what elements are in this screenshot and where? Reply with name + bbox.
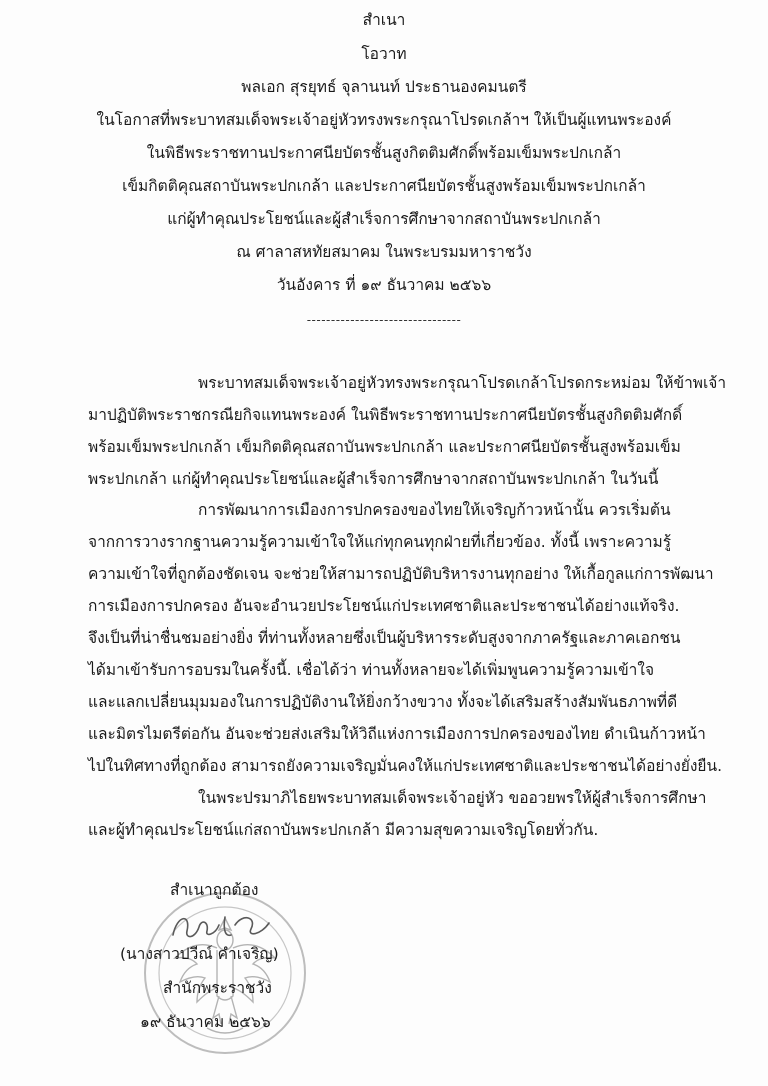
- body-line: พระบาทสมเด็จพระเจ้าอยู่หัวทรงพระกรุณาโปรดเกล้าโปรดกระหม่อม ให้ข้าพเจ้า: [198, 374, 727, 392]
- occasion-line-3: เข็มกิตติคุณสถาบันพระปกเกล้า และประกาศนียบัตรชั้นสูงพร้อมเข็มพระปกเกล้า: [122, 177, 646, 195]
- body-line: ไปในทิศทางที่ถูกต้อง สามารถยังความเจริญมั่นคงให้แก่ประเทศชาติและประชาชนได้อย่างยั่งยืน.: [88, 757, 723, 775]
- body-line: พร้อมเข็มพระปกเกล้า เข็มกิตติคุณสถาบันพระปกเกล้า และประกาศนียบัตรชั้นสูงพร้อมเข็ม: [88, 438, 681, 456]
- occasion-line-2: ในพิธีพระราชทานประกาศนียบัตรชั้นสูงกิตติมศักดิ์พร้อมเข็มพระปกเกล้า: [146, 144, 622, 162]
- body-line: ความเข้าใจที่ถูกต้องชัดเจน จะช่วยให้สามารถปฏิบัติบริหารงานทุกอย่าง ให้เกื้อกูลแก่การพัฒนา: [88, 565, 714, 583]
- signer-name: (นางสาวปวีณ์ คำเจริญ): [120, 945, 279, 963]
- body-line: พระปกเกล้า แก่ผู้ทำคุณประโยชน์และผู้สำเร็จการศึกษาจากสถาบันพระปกเกล้า ในวันนี้: [88, 470, 659, 488]
- body-line: จากการวางรากฐานความรู้ความเข้าใจให้แก่ทุกคนทุกฝ่ายที่เกี่ยวข้อง. ทั้งนี้ เพราะความรู้: [88, 533, 672, 551]
- body-line: การเมืองการปกครอง อันจะอำนวยประโยชน์แก่ประเทศชาติและประชาชนได้อย่างแท้จริง.: [88, 597, 680, 615]
- body-line: ในพระปรมาภิไธยพระบาทสมเด็จพระเจ้าอยู่หัว ขออวยพรให้ผู้สำเร็จการศึกษา: [198, 789, 707, 807]
- venue-line: ณ ศาลาสหทัยสมาคม ในพระบรมมหาราชวัง: [236, 243, 532, 261]
- body-line: มาปฏิบัติพระราชกรณียกิจแทนพระองค์ ในพิธีพระราชทานประกาศนียบัตรชั้นสูงกิตติมศักดิ์: [88, 406, 683, 424]
- date-line: วันอังคาร ที่ ๑๙ ธันวาคม ๒๕๖๖: [276, 276, 492, 294]
- issuing-office: สำนักพระราชวัง: [163, 979, 272, 997]
- certified-copy-label: สำเนาถูกต้อง: [170, 881, 259, 899]
- occasion-line-4: แก่ผู้ทำคุณประโยชน์และผู้สำเร็จการศึกษาจากสถาบันพระปกเกล้า: [167, 210, 601, 228]
- copy-mark: สำเนา: [362, 11, 406, 29]
- document-title: โอวาท: [361, 45, 407, 63]
- occasion-line-1: ในโอกาสที่พระบาทสมเด็จพระเจ้าอยู่หัวทรงพระกรุณาโปรดเกล้าฯ ให้เป็นผู้แทนพระองค์: [96, 111, 672, 129]
- body-line: และมิตรไมตรีต่อกัน อันจะช่วยส่งเสริมให้วิถีแห่งการเมืองการปกครองของไทย ดำเนินก้าวหน้า: [88, 725, 706, 743]
- header-divider: --------------------------------: [306, 313, 462, 327]
- body-line: การพัฒนาการเมืองการปกครองของไทยให้เจริญก้าวหน้านั้น ควรเริ่มต้น: [198, 501, 671, 519]
- body-line: และแลกเปลี่ยนมุมมองในการปฏิบัติงานให้ยิ่งกว้างขวาง ทั้งจะได้เสริมสร้างสัมพันธภาพที่ดี: [88, 693, 678, 711]
- body-line: และผู้ทำคุณประโยชน์แก่สถาบันพระปกเกล้า มีความสุขความเจริญโดยทั่วกัน.: [88, 821, 599, 839]
- body-line: ได้มาเข้ารับการอบรมในครั้งนี้. เชื่อได้ว่า ท่านทั้งหลายจะได้เพิ่มพูนความรู้ความเข้าใจ: [88, 661, 655, 679]
- body-line: จึงเป็นที่น่าชื่นชมอย่างยิ่ง ที่ท่านทั้งหลายซึ่งเป็นผู้บริหารระดับสูงจากภาครัฐและภาคเอกชน: [88, 629, 681, 647]
- speaker-line: พลเอก สุรยุทธ์ จุลานนท์ ประธานองคมนตรี: [241, 78, 527, 96]
- certification-date: ๑๙ ธันวาคม ๒๕๖๖: [140, 1013, 271, 1031]
